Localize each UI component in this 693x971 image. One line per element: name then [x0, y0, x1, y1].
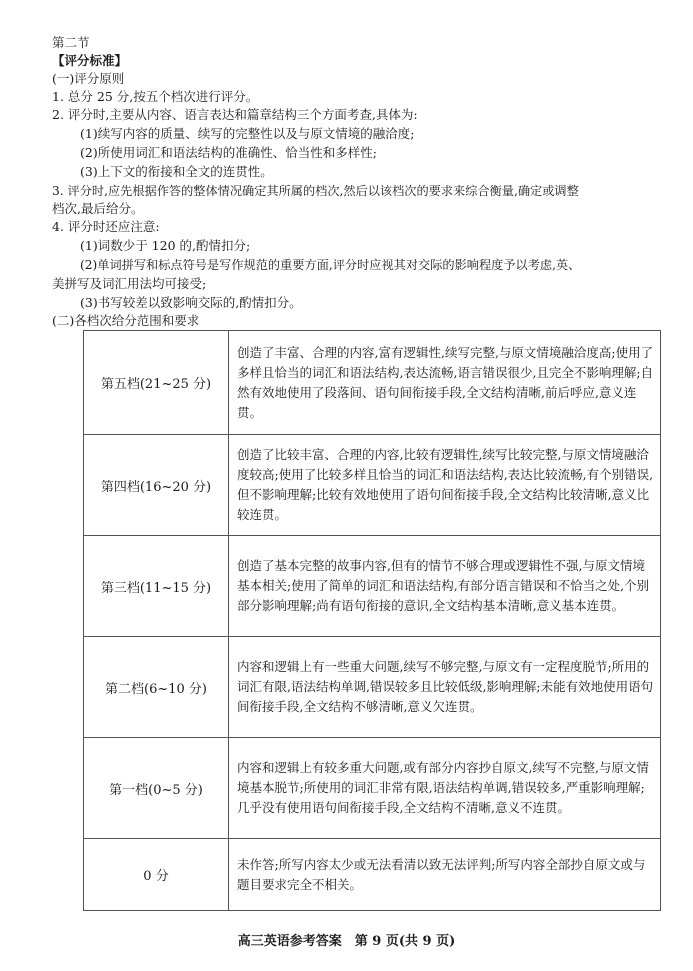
section-title: 第二节 — [52, 35, 90, 50]
principle-item-2: 2. 评分时,主要从内容、语言表达和篇章结构三个方面考查,具体为: — [52, 107, 418, 122]
principle-item-4-sub-2-line-2: 美拼写及词汇用法均可接受; — [52, 276, 207, 291]
levels-heading: (二)各档次给分范围和要求 — [52, 313, 200, 328]
principle-item-4: 4. 评分时还应注意: — [52, 219, 160, 234]
grade-levels-table — [83, 330, 661, 911]
level-description: 创造了丰富、合理的内容,富有逻辑性,续写完整,与原文情境融洽度高;使用了多样且恰当的词汇和语法结构,表达流畅,语言错误很少,且完全不影响理解;自然有效地使用了段落间、语句间衔接手段,全文结构清晰,前后呼应,意义连贯。 — [229, 331, 661, 435]
principles-heading: (一)评分原则 — [52, 71, 125, 86]
table-row — [84, 738, 661, 839]
level-description: 内容和逻辑上有较多重大问题,或有部分内容抄自原文,续写不完整,与原文情境基本脱节;所使用的词汇非常有限,语法结构单调,错误较多,严重影响理解;几乎没有使用语句间衔接手段,全文结构不清晰,意义不连贯。 — [229, 738, 661, 839]
level-description: 创造了比较丰富、合理的内容,比较有逻辑性,续写比较完整,与原文情境融洽度较高;使用了比较多样且恰当的词汇和语法结构,表达比较流畅,有个别错误,但不影响理解;比较有效地使用了语句间衔接手段,全文结构比较清晰,意义比较连贯。 — [229, 435, 661, 536]
level-description: 内容和逻辑上有一些重大问题,续写不够完整,与原文有一定程度脱节;所用的词汇有限,语法结构单调,错误较多且比较低级,影响理解;未能有效地使用语句间衔接手段,全文结构不够清晰,意义欠连贯。 — [229, 637, 661, 738]
level-name: 第三档(11~15 分) — [84, 536, 229, 637]
criteria-heading: 【评分标准】 — [52, 53, 128, 68]
table-row — [84, 435, 661, 536]
principle-item-1: 1. 总分 25 分,按五个档次进行评分。 — [52, 89, 259, 104]
table-row — [84, 839, 661, 911]
table-row — [84, 331, 661, 435]
level-name: 0 分 — [84, 839, 229, 911]
level-description: 创造了基本完整的故事内容,但有的情节不够合理或逻辑性不强,与原文情境基本相关;使用了简单的词汇和语法结构,有部分语言错误和不恰当之处,个别部分影响理解;尚有语句衔接的意识,全文结构基本清晰,意义基本连贯。 — [229, 536, 661, 637]
table-row — [84, 637, 661, 738]
principle-item-4-sub-2-line-1: (2)单词拼写和标点符号是写作规范的重要方面,评分时应视其对交际的影响程度予以考虑,英、 — [80, 258, 581, 272]
page-footer: 高三英语参考答案 第 9 页(共 9 页) — [237, 934, 456, 949]
level-name: 第一档(0~5 分) — [84, 738, 229, 839]
principle-item-4-sub-3: (3)书写较差以致影响交际的,酌情扣分。 — [80, 295, 302, 310]
level-name: 第二档(6~10 分) — [84, 637, 229, 738]
principle-item-2-sub-2: (2)所使用词汇和语法结构的准确性、恰当性和多样性; — [80, 145, 377, 160]
principle-item-3-line-1: 3. 评分时,应先根据作答的整体情况确定其所属的档次,然后以该档次的要求来综合衡量,确定或调整 — [52, 184, 579, 198]
principle-item-3-line-2: 档次,最后给分。 — [52, 201, 144, 216]
table-row — [84, 536, 661, 637]
level-name: 第四档(16~20 分) — [84, 435, 229, 536]
principle-item-2-sub-1: (1)续写内容的质量、续写的完整性以及与原文情境的融洽度; — [80, 126, 415, 141]
principle-item-2-sub-3: (3)上下文的衔接和全文的连贯性。 — [80, 164, 273, 179]
level-name: 第五档(21~25 分) — [84, 331, 229, 435]
level-description: 未作答;所写内容太少或无法看清以致无法评判;所写内容全部抄自原文或与题目要求完全不相关。 — [229, 839, 661, 911]
principle-item-4-sub-1: (1)词数少于 120 的,酌情扣分; — [80, 238, 251, 253]
